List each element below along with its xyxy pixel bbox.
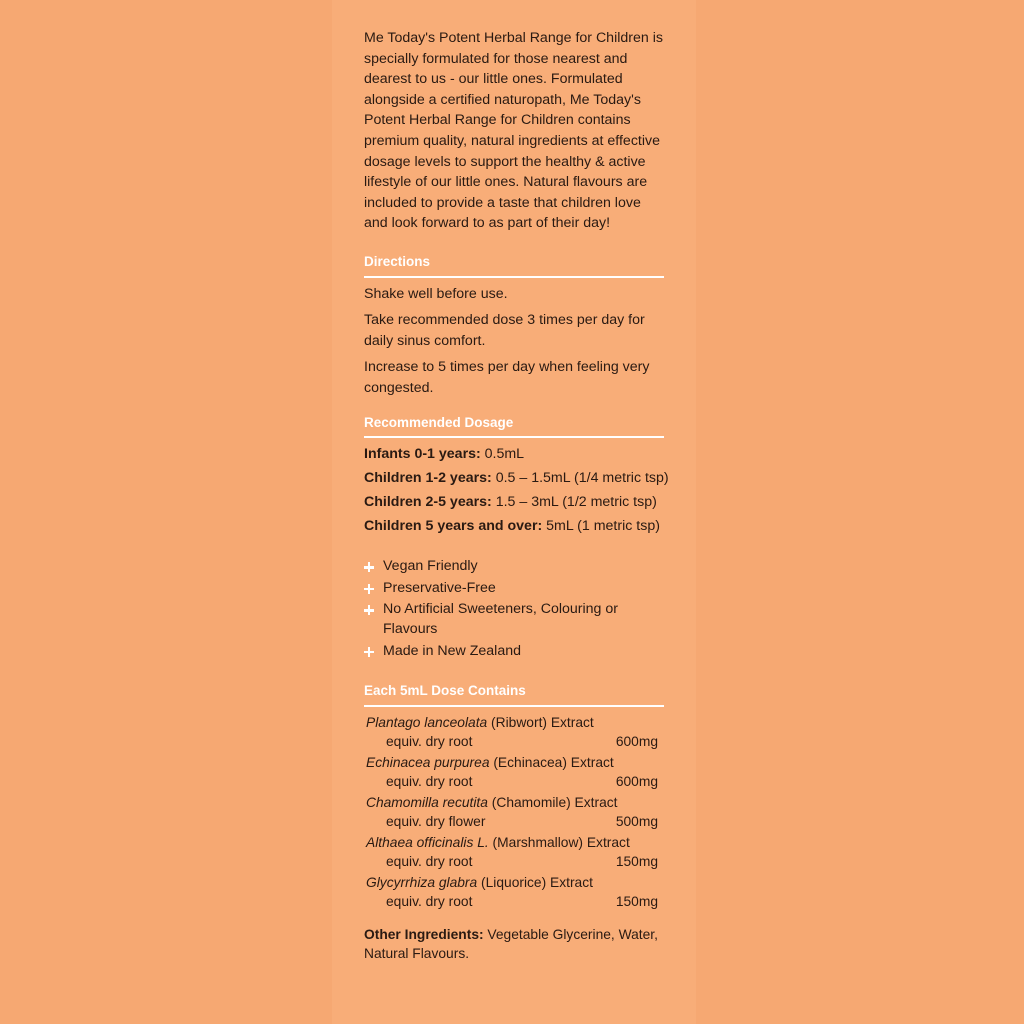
direction-line: Increase to 5 times per day when feeling very congested. [364, 358, 650, 396]
feature-text: Made in New Zealand [383, 642, 522, 659]
other-ingredients-label: Other Ingredients: [364, 926, 484, 942]
ingredient-item [364, 753, 664, 791]
ingredient-name [364, 833, 664, 852]
ingredient-item [364, 833, 664, 871]
ingredient-equiv-row [364, 732, 664, 751]
ingredient-amount: 150mg [615, 853, 658, 869]
ingredient-equiv: equiv. dry root [386, 893, 473, 909]
ingredient-common: (Ribwort) Extract [487, 714, 594, 730]
label-content [364, 28, 669, 963]
other-ingredients-value: Vegetable Glycerine, Water, Natural Flavours. [364, 926, 658, 961]
feature-text: No Artificial Sweeteners, Colouring or Flavours [383, 601, 618, 637]
ingredient-item [364, 873, 664, 911]
dosage-value: 5mL (1 metric tsp) [542, 518, 660, 535]
dosage-row [364, 516, 664, 537]
directions-heading: Directions [364, 252, 664, 278]
ingredient-equiv: equiv. dry flower [386, 813, 486, 829]
dosage-value: 1.5 – 3mL (1/2 metric tsp) [491, 494, 657, 511]
feature-item [364, 557, 664, 577]
ingredient-common: (Chamomile) Extract [487, 794, 618, 810]
dosage-label: Children 1-2 years: [364, 470, 492, 487]
ingredients-heading: Each 5mL Dose Contains [364, 681, 664, 707]
ingredient-common: (Marshmallow) Extract [488, 834, 630, 850]
plus-icon [364, 605, 374, 615]
feature-item [364, 579, 664, 599]
ingredient-name [364, 713, 664, 732]
ingredient-equiv: equiv. dry root [386, 853, 473, 869]
feature-item [364, 642, 664, 662]
direction-line: Take recommended dose 3 times per day for daily sinus comfort. [364, 311, 645, 349]
ingredients-section [364, 713, 664, 911]
ingredient-equiv-row [364, 852, 664, 871]
ingredient-name [364, 793, 664, 812]
directions-section [364, 284, 664, 399]
feature-text: Preservative-Free [383, 579, 496, 596]
ingredient-latin: Chamomilla recutita [366, 794, 488, 810]
intro-section [364, 28, 664, 234]
ingredient-equiv-row [364, 892, 664, 911]
feature-list [364, 557, 664, 661]
feature-text: Vegan Friendly [383, 558, 478, 575]
ingredient-common: (Echinacea) Extract [489, 754, 614, 770]
intro-text: Me Today's Potent Herbal Range for Children is specially formulated for those nearest and dearest to us - our little ones. Formulated alongside a certified naturopath, Me Today's Potent Herbal Range for Children contains premium quality, natural ingredients at effective dosage levels to support the healthy & active lifestyle of our little ones. Natural flavours are included to provide a taste that children love and look forward to as part of their day! [364, 30, 663, 232]
dosage-label: Infants 0-1 years: [364, 446, 481, 463]
dosage-label: Children 2-5 years: [364, 494, 492, 511]
dosage-heading: Recommended Dosage [364, 413, 664, 439]
ingredient-amount: 600mg [615, 773, 658, 789]
dosage-row [364, 444, 664, 465]
ingredient-equiv-row [364, 772, 664, 791]
plus-icon [364, 562, 374, 572]
ingredient-equiv: equiv. dry root [386, 733, 473, 749]
dosage-value: 0.5 – 1.5mL (1/4 metric tsp) [491, 470, 669, 487]
direction-line: Shake well before use. [364, 285, 508, 302]
ingredient-equiv: equiv. dry root [386, 773, 473, 789]
other-ingredients [364, 925, 664, 963]
ingredient-common: (Liquorice) Extract [477, 874, 593, 890]
ingredient-name [364, 873, 664, 892]
dosage-row [364, 492, 664, 513]
ingredient-latin: Glycyrrhiza glabra [366, 874, 478, 890]
ingredient-latin: Echinacea purpurea [366, 754, 490, 770]
ingredient-amount: 150mg [615, 893, 658, 909]
ingredient-amount: 600mg [615, 733, 658, 749]
ingredient-item [364, 713, 664, 751]
ingredient-name [364, 753, 664, 772]
ingredient-latin: Althaea officinalis L. [366, 834, 489, 850]
plus-icon [364, 647, 374, 657]
ingredient-latin: Plantago lanceolata [366, 714, 488, 730]
dosage-value: 0.5mL [480, 446, 525, 463]
dosage-row [364, 468, 669, 489]
ingredient-equiv-row [364, 812, 664, 831]
plus-icon [364, 584, 374, 594]
dosage-label: Children 5 years and over: [364, 518, 543, 535]
feature-item [364, 600, 664, 639]
ingredient-item [364, 793, 664, 831]
ingredient-amount: 500mg [615, 813, 658, 829]
dosage-section [364, 444, 669, 537]
